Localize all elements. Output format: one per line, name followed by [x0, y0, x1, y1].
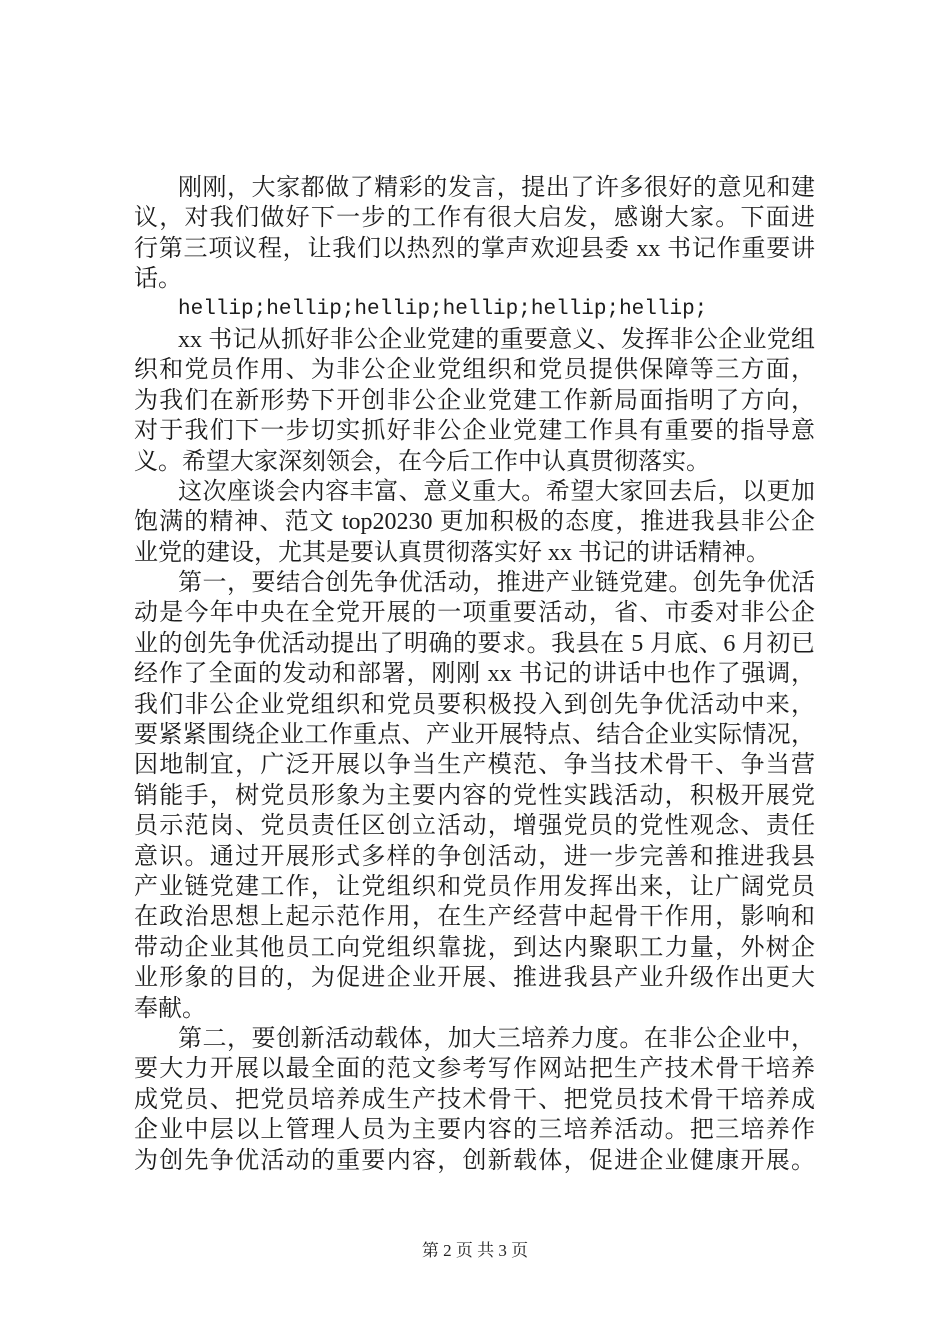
page-number-footer: 第 2 页 共 3 页 — [421, 1241, 529, 1260]
text-line: 带动企业其他员工向党组织靠拢，到达内聚职工力量，外树企 — [134, 934, 815, 961]
text-line: 对于我们下一步切实抓好非公企业党建工作具有重要的指导意 — [134, 418, 815, 445]
text-line: 义。希望大家深刻领会，在今后工作中认真贯彻落实。 — [134, 448, 710, 475]
text-line: 企业中层以上管理人员为主要内容的三培养活动。把三培养作 — [134, 1117, 815, 1144]
text-line: 因地制宜，广泛开展以争当生产模范、争当技术骨干、争当营 — [134, 752, 815, 779]
text-line: 行第三项议程，让我们以热烈的掌声欢迎县委 xx 书记作重要讲 — [134, 235, 815, 262]
paragraph-opening — [134, 173, 815, 295]
paragraph-point-two — [134, 1024, 815, 1176]
text-line: xx 书记从抓好非公企业党建的重要意义、发挥非公企业党组 — [178, 326, 815, 353]
text-line: 业形象的目的，为促进企业开展、推进我县产业升级作出更大 — [134, 965, 815, 992]
text-line: 经作了全面的发动和部署，刚刚 xx 书记的讲话中也作了强调， — [134, 661, 815, 688]
text-line: 动是今年中央在全党开展的一项重要活动，省、市委对非公企 — [134, 600, 815, 627]
text-line: 业党的建设，尤其是要认真贯彻落实好 xx 书记的讲话精神。 — [134, 539, 770, 566]
paragraph-point-one — [134, 568, 815, 1024]
text-line: 意识。通过开展形式多样的争创活动，进一步完善和推进我县 — [134, 843, 815, 870]
text-line: 我们非公企业党组织和党员要积极投入到创先争优活动中来， — [134, 691, 815, 718]
text-line: 为我们在新形势下开创非公企业党建工作新局面指明了方向， — [134, 387, 815, 414]
paragraph-summary — [134, 325, 815, 477]
text-line: 这次座谈会内容丰富、意义重大。希望大家回去后，以更加 — [178, 478, 815, 505]
text-line: 议，对我们做好下一步的工作有很大启发，感谢大家。下面进 — [134, 205, 815, 232]
paragraph-meeting — [134, 477, 815, 568]
text-line: 要紧紧围绕企业工作重点、产业开展特点、结合企业实际情况， — [134, 722, 815, 749]
paragraph-ellipsis — [134, 295, 815, 325]
text-line: 织和党员作用、为非公企业党组织和党员提供保障等三方面， — [134, 357, 815, 384]
text-line: 产业链党建工作，让党组织和党员作用发挥出来，让广阔党员 — [134, 873, 815, 900]
text-line: 第二，要创新活动载体，加大三培养力度。在非公企业中， — [178, 1025, 815, 1052]
text-line: 话。 — [134, 266, 182, 293]
text-line: 在政治思想上起示范作用，在生产经营中起骨干作用，影响和 — [134, 904, 815, 931]
text-line: 业的创先争优活动提出了明确的要求。我县在 5 月底、6 月初已 — [134, 630, 815, 657]
text-line: 为创先争优活动的重要内容，创新载体，促进企业健康开展。 — [134, 1147, 815, 1174]
text-line: 饱满的精神、范文 top20230 更加积极的态度，推进我县非公企 — [134, 509, 815, 536]
text-line: 销能手，树党员形象为主要内容的党性实践活动，积极开展党 — [134, 782, 815, 809]
text-line: 第一，要结合创先争优活动，推进产业链党建。创先争优活 — [178, 570, 815, 597]
text-line: 要大力开展以最全面的范文参考写作网站把生产技术骨干培养 — [134, 1056, 815, 1083]
text-line: 奉献。 — [134, 995, 206, 1022]
text-line: 刚刚，大家都做了精彩的发言，提出了许多很好的意见和建 — [178, 175, 815, 201]
text-line: 员示范岗、党员责任区创立活动，增强党员的党性观念、责任 — [134, 813, 815, 840]
text-line: hellip;hellip;hellip;hellip;hellip;hellip; — [178, 297, 708, 321]
document-body — [134, 173, 815, 1176]
text-line: 成党员、把党员培养成生产技术骨干、把党员技术骨干培养成 — [134, 1086, 815, 1113]
